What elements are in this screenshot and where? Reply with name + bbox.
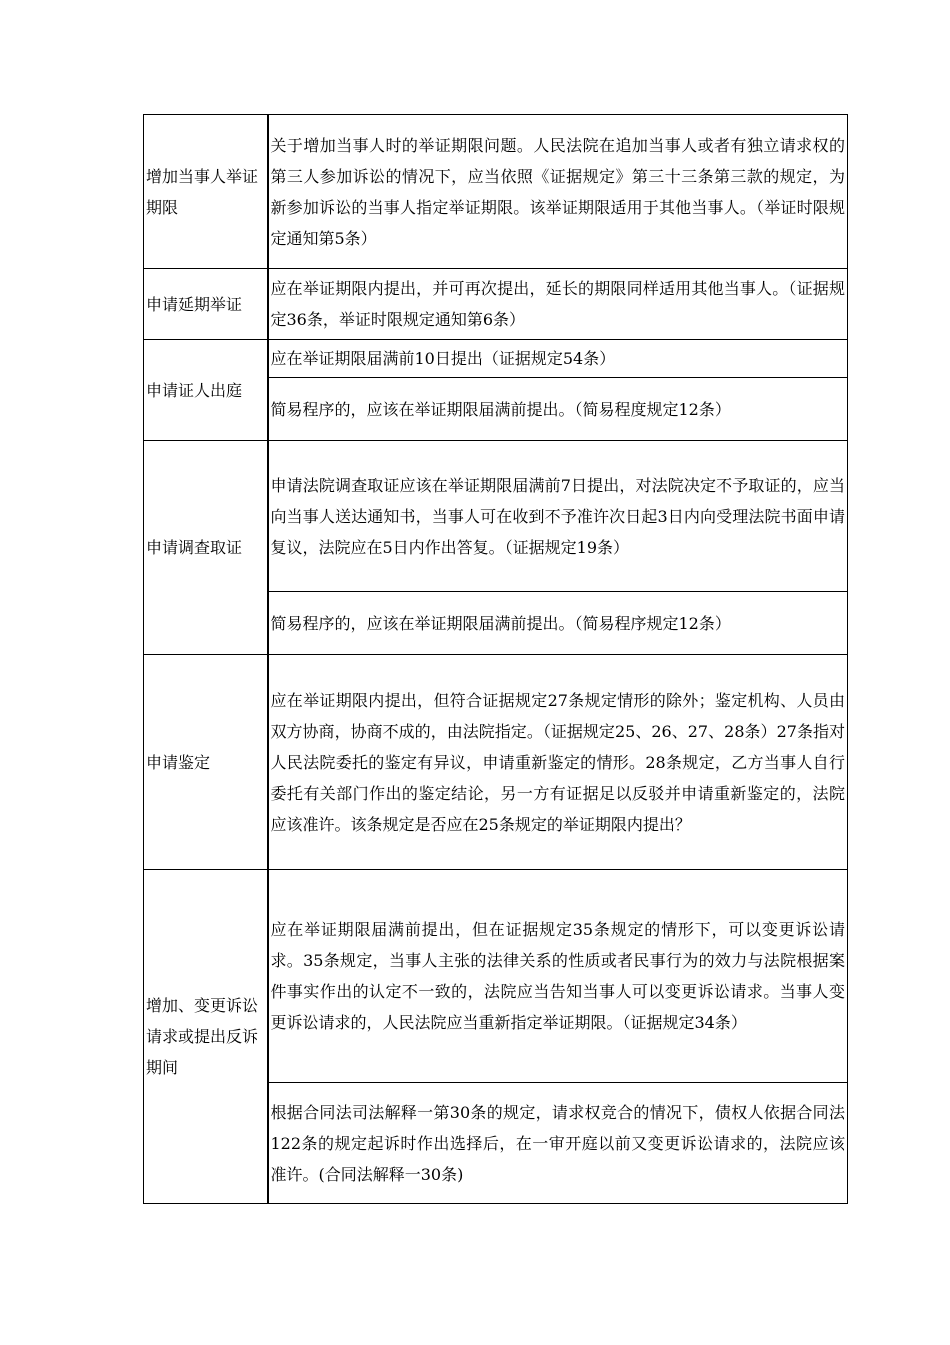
table-row [144, 269, 848, 340]
evidence-period-table [143, 114, 848, 1204]
row-content: 根据合同法司法解释一第30条的规定，请求权竞合的情况下，债权人依据合同法122条的规定起诉时作出选择后，在一审开庭以前又变更诉讼请求的，法院应该准许。(合同法解释一30条) [268, 1083, 848, 1204]
row-content: 应在举证期限届满前提出，但在证据规定35条规定的情形下，可以变更诉讼请求。35条规定，当事人主张的法律关系的性质或者民事行为的效力与法院根据案件事实作出的认定不一致的，法院应当告知当事人可以变更诉讼请求。当事人变更诉讼请求的，人民法院应当重新指定举证期限。（证据规定34条） [268, 870, 848, 1083]
table-row [144, 340, 848, 378]
row-label: 申请证人出庭 [144, 340, 268, 441]
row-label: 增加、变更诉讼请求或提出反诉期间 [144, 870, 268, 1204]
row-content: 关于增加当事人时的举证期限问题。人民法院在追加当事人或者有独立请求权的第三人参加诉讼的情况下，应当依照《证据规定》第三十三条第三款的规定，为新参加诉讼的当事人指定举证期限。该举证期限适用于其他当事人。（举证时限规定通知第5条） [268, 115, 848, 269]
row-content: 应在举证期限届满前10日提出（证据规定54条） [268, 340, 848, 378]
row-content: 应在举证期限内提出，并可再次提出，延长的期限同样适用其他当事人。（证据规定36条，举证时限规定通知第6条） [268, 269, 848, 340]
table-row [144, 115, 848, 269]
row-label: 申请延期举证 [144, 269, 268, 340]
table-row [144, 655, 848, 870]
row-label: 申请鉴定 [144, 655, 268, 870]
row-content: 申请法院调查取证应该在举证期限届满前7日提出，对法院决定不予取证的，应当向当事人送达通知书，当事人可在收到不予准许次日起3日内向受理法院书面申请复议，法院应在5日内作出答复。（证据规定19条） [268, 441, 848, 592]
table-row [144, 870, 848, 1083]
row-label: 增加当事人举证期限 [144, 115, 268, 269]
row-content: 简易程序的，应该在举证期限届满前提出。（简易程序规定12条） [268, 592, 848, 655]
table-row [144, 441, 848, 592]
row-content: 简易程序的，应该在举证期限届满前提出。（简易程度规定12条） [268, 378, 848, 441]
row-label: 申请调查取证 [144, 441, 268, 655]
row-content: 应在举证期限内提出，但符合证据规定27条规定情形的除外；鉴定机构、人员由双方协商，协商不成的，由法院指定。（证据规定25、26、27、28条）27条指对人民法院委托的鉴定有异议，申请重新鉴定的情形。28条规定，乙方当事人自行委托有关部门作出的鉴定结论，另一方有证据足以反驳并申请重新鉴定的，法院应该准许。该条规定是否应在25条规定的举证期限内提出？ [268, 655, 848, 870]
